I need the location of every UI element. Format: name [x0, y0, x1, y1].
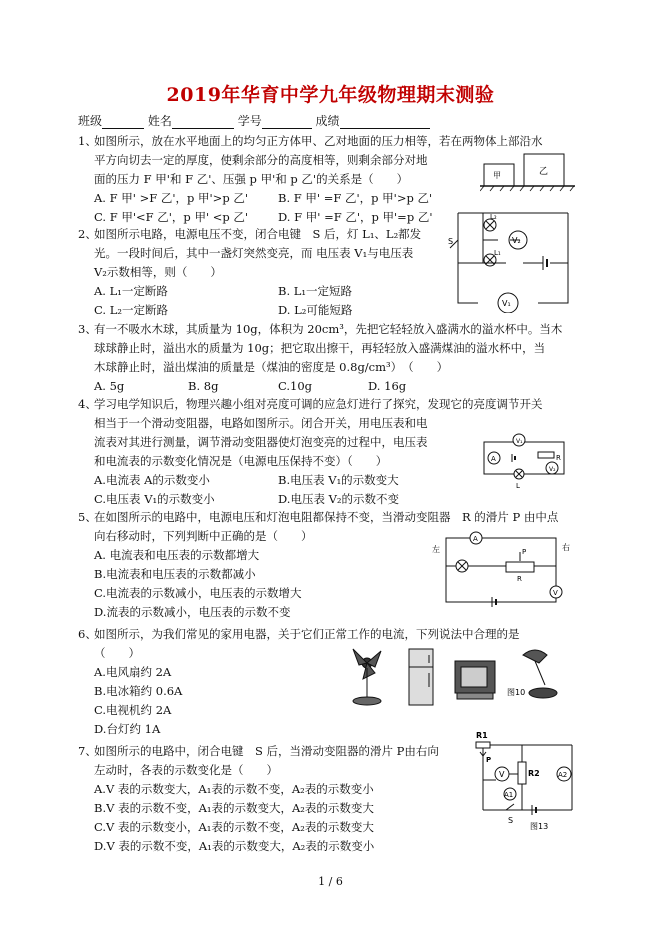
question-text: 有一不吸水木球，其质量为 10g，体积为 20cm³，先把它轻轻放入盛满水的溢水杯中。当木 — [94, 322, 563, 336]
block-yi-label: 乙 — [539, 167, 549, 177]
option-a[interactable]: A.电流表 A的示数变小 — [94, 473, 210, 487]
option-c[interactable]: C.电视机约 2A — [94, 703, 172, 717]
question-text: 如图所示，放在水平地面上的均匀正方体甲、乙对地面的压力相等，若在两物体上部沿水 — [94, 134, 543, 148]
voltmeter-v-label: V — [499, 770, 505, 779]
question-text: 学习电学知识后，物理兴趣小组对亮度可调的应急灯进行了探究，发现它的亮度调节开关 — [94, 397, 543, 411]
question-text: 光。一段时间后，其中一盏灯突然变亮，而 电压表 V₁与电压表 — [94, 246, 414, 260]
option-d[interactable]: D.V 表的示数不变，A₁表的示数变大，A₂表的示数变小 — [94, 839, 375, 853]
voltmeter-v2-label: V₂ — [549, 466, 556, 473]
question-text: 相当于一个滑动变阻器，电路如图所示。闭合开关，用电压表和电 — [94, 416, 428, 430]
question-text: 如图所示，为我们常见的家用电器，关于它们正常工作的电流，下列说法中合理的是 — [94, 627, 520, 641]
option-d[interactable]: D.流表的示数减小，电压表的示数不变 — [94, 605, 291, 619]
left-label: 左 — [432, 545, 440, 554]
class-blank[interactable] — [102, 116, 144, 129]
question-text: 木球静止时，溢出煤油的质量是（煤油的密度是 0.8g/cm³） （ ） — [94, 360, 449, 374]
name-blank[interactable] — [172, 116, 234, 129]
option-b[interactable]: B.V 表的示数不变，A₁表的示数变大，A₂表的示数变大 — [94, 801, 374, 815]
switch-s-label: S — [448, 237, 454, 246]
option-b[interactable]: B. F 甲' =F 乙'，p 甲'>p 乙' — [278, 191, 433, 205]
option-c[interactable]: C.电流表的示数减小，电压表的示数增大 — [94, 586, 302, 600]
block-jia-label: 甲 — [493, 171, 501, 180]
figure-appliances — [345, 643, 573, 711]
slider-p-label: P — [522, 548, 527, 556]
option-d[interactable]: D.台灯约 1A — [94, 722, 161, 736]
question-text: V₂示数相等，则（ ） — [94, 265, 222, 279]
figure-caption: 图13 — [530, 822, 549, 831]
lamp-l1-label: L₁ — [494, 249, 501, 257]
figure-blocks — [480, 152, 580, 192]
voltmeter-v1-label: V₁ — [516, 438, 523, 445]
question-text: 球球静止时，溢出水的质量为 10g；把它取出擦干，再轻轻放入盛满煤油的溢水杯中，当 — [94, 341, 546, 355]
option-c[interactable]: C.电压表 V₁的示数变小 — [94, 492, 215, 506]
page-title: 2019年华育中学九年级物理期末测验 — [166, 84, 495, 106]
option-c[interactable]: C. F 甲'<F 乙'，p 甲' <p 乙' — [94, 210, 249, 224]
question-text: 流表对其进行测量，调节滑动变阻器使灯泡变亮的过程中，电压表 — [94, 435, 428, 449]
option-a[interactable]: A.电风扇约 2A — [94, 665, 172, 679]
id-label: 学号 — [237, 114, 262, 128]
ammeter-a-label: A — [473, 535, 478, 543]
option-b[interactable]: B.电流表和电压表的示数都减小 — [94, 567, 256, 581]
figure-circuit-q7 — [472, 728, 580, 832]
option-b[interactable]: B. L₁一定短路 — [278, 284, 353, 298]
option-c[interactable]: C.10g — [278, 379, 313, 393]
question-number: 2、 — [78, 227, 97, 241]
question-text: 如图所示电路，电源电压不变，闭合电键 S 后，灯 L₁、L₂都发 — [94, 227, 422, 241]
resistor-r2-label: R2 — [528, 769, 540, 778]
name-label: 姓名 — [147, 114, 172, 128]
resistor-r1-label: R1 — [476, 731, 488, 740]
question-number: 4、 — [78, 397, 97, 411]
question-number: 3、 — [78, 322, 97, 336]
option-a[interactable]: A. 5g — [94, 379, 125, 393]
question-number: 1、 — [78, 134, 97, 148]
rheostat-r-label: R — [517, 575, 522, 583]
question-text: 和电流表的示数变化情况是（电源电压保持不变）（ ） — [94, 454, 388, 468]
question-text: 如图所示的电路中，闭合电键 S 后，当滑动变阻器的滑片 P由右向 — [94, 744, 439, 758]
rheostat-r-label: R — [556, 454, 561, 462]
question-text: 在如图所示的电路中，电源电压和灯泡电阻都保持不变，当滑动变阻器 R 的滑片 P 由中点 — [94, 510, 559, 524]
switch-s-label: S — [508, 816, 514, 825]
option-d[interactable]: D. F 甲' =F 乙'，p 甲'=p 乙' — [278, 210, 433, 224]
class-label: 班级 — [78, 114, 103, 128]
question-text: 左动时，各表的示数变化是（ ） — [94, 763, 278, 777]
question-number: 7、 — [78, 744, 97, 758]
figure-caption: 图10 — [507, 688, 526, 697]
score-label: 成绩 — [315, 114, 340, 128]
question-text: 向右移动时，下列判断中正确的是（ ） — [94, 529, 313, 543]
option-d[interactable]: D.电压表 V₂的示数不变 — [278, 492, 400, 506]
score-blank[interactable] — [340, 116, 430, 129]
option-d[interactable]: D. 16g — [368, 379, 407, 393]
ammeter-a2-label: A2 — [558, 771, 568, 779]
figure-circuit-q5 — [432, 528, 582, 608]
option-a[interactable]: A.V 表的示数变大，A₁表的示数不变，A₂表的示数变小 — [94, 782, 374, 796]
option-a[interactable]: A. L₁一定断路 — [94, 284, 168, 298]
option-d[interactable]: D. L₂可能短路 — [278, 303, 353, 317]
option-a[interactable]: A. F 甲' >F 乙'，p 甲'>p 乙' — [94, 191, 248, 205]
question-number: 6、 — [78, 627, 97, 641]
right-label: 右 — [562, 543, 570, 552]
option-c[interactable]: C.V 表的示数变小，A₁表的示数不变，A₂表的示数变大 — [94, 820, 374, 834]
option-b[interactable]: B.电压表 V₁的示数变大 — [278, 473, 399, 487]
question-text: 面的压力 F 甲'和 F 乙'、压强 p 甲'和 p 乙'的关系是（ ） — [94, 172, 409, 186]
option-b[interactable]: B. 8g — [188, 379, 219, 393]
option-c[interactable]: C. L₂一定断路 — [94, 303, 168, 317]
figure-circuit-q2 — [448, 208, 578, 313]
lamp-l2-label: L₂ — [490, 213, 497, 221]
lamp-l-label: L — [516, 482, 520, 490]
question-number: 5、 — [78, 510, 97, 524]
option-b[interactable]: B.电冰箱约 0.6A — [94, 684, 183, 698]
student-info-header — [78, 112, 430, 129]
voltmeter-v1-label: V₁ — [502, 299, 511, 308]
voltmeter-v-label: V — [553, 589, 558, 597]
ammeter-a-label: A — [491, 455, 496, 463]
figure-circuit-q4 — [474, 430, 574, 490]
option-a[interactable]: A. 电流表和电压表的示数都增大 — [94, 548, 260, 562]
id-blank[interactable] — [262, 116, 312, 129]
ammeter-a1-label: A1 — [504, 791, 514, 799]
page-number: 1 / 6 — [318, 875, 343, 888]
voltmeter-v2-label: V₂ — [512, 236, 521, 245]
question-text: （ ） — [94, 646, 140, 660]
slider-p-label: P — [486, 756, 492, 764]
question-text: 平方向切去一定的厚度，使剩余部分的高度相等，则剩余部分对地 — [94, 153, 428, 167]
